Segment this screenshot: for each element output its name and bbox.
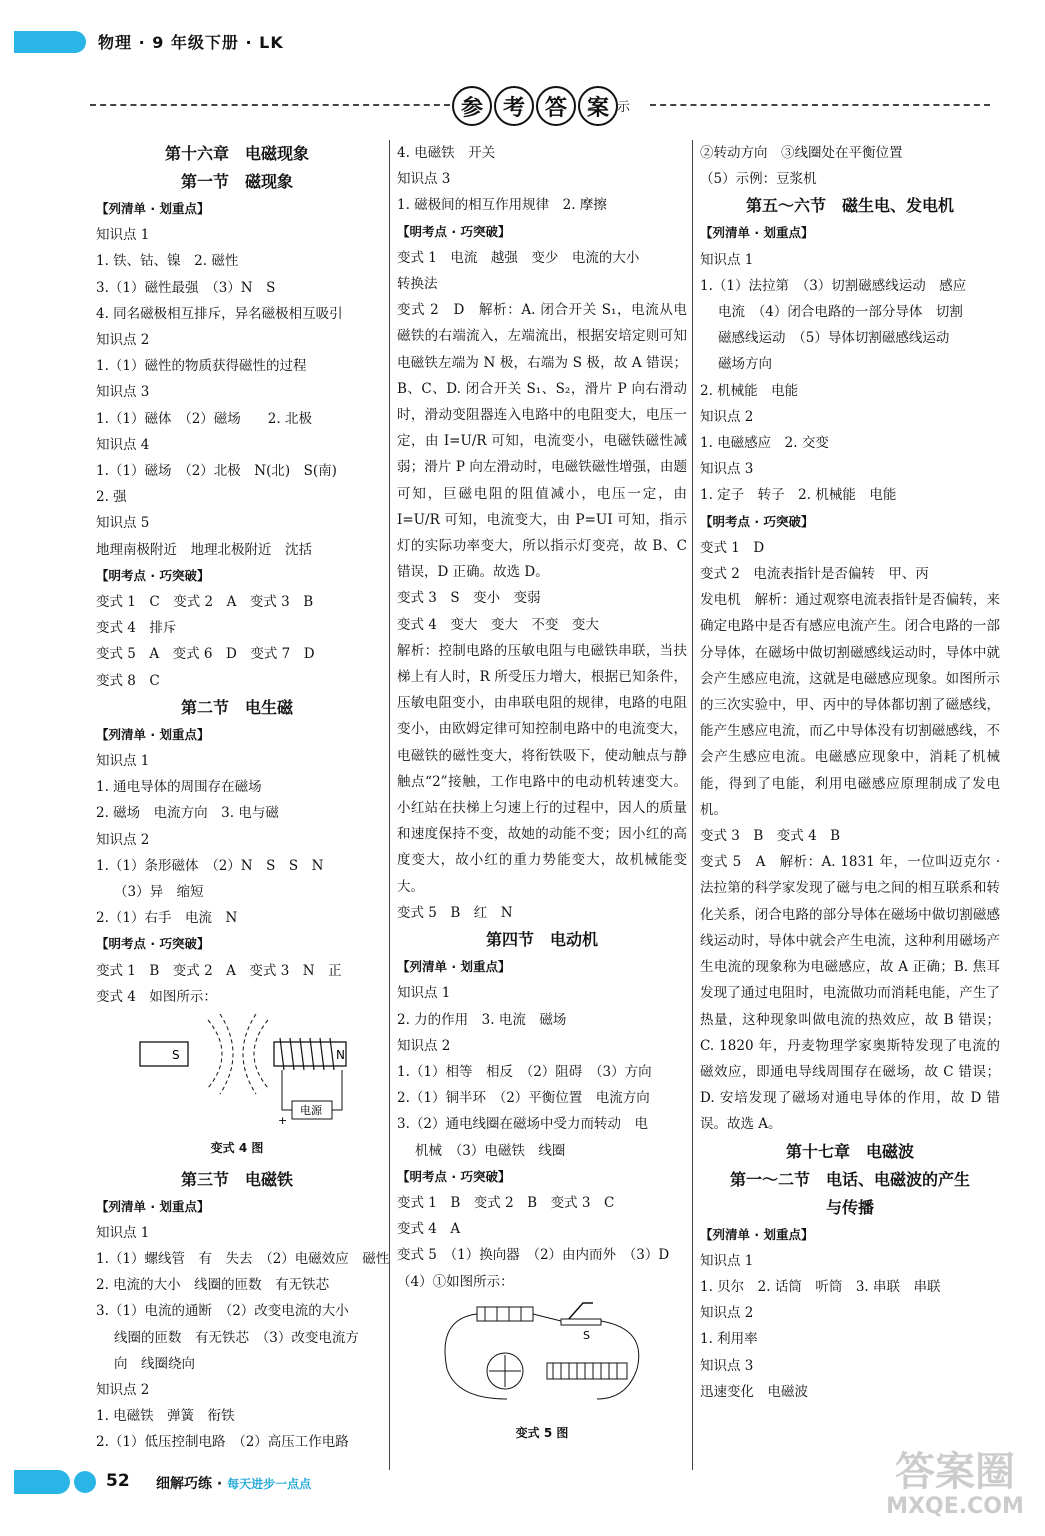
footer-slogan: 每天进步一点点 — [227, 1477, 312, 1491]
test-heading: 【明考点 · 巧突破】 — [397, 223, 511, 239]
knowledge-point: 知识点 2 — [397, 1037, 451, 1054]
knowledge-point: 知识点 1 — [96, 227, 150, 244]
answer-explanation: 解析：控制电路的压敏电阻与电磁铁串联，当扶梯上有人时，R 所受压力增大，根据已知条件，压敏电阻变小，由串联电阻的规律，电路的电阻变小，由欧姆定律可知控制电路中的电流变大，电磁铁的磁性变大，将衔铁吸下，使动触点与静触点“2”接触，工作电路中的电动机转速变大。小红站在扶梯上匀速上行的过程中，因人的质量和速度保持不变，故她的动能不变；因小红的高度变大，故小红的重力势能变大，故机械能变大。 — [397, 642, 687, 895]
answer-line: 变式 1 D — [700, 539, 765, 556]
knowledge-point: 知识点 5 — [96, 515, 150, 532]
answer-line: 1.（1）磁场 （2）北极 N(北) S(南) — [96, 463, 337, 480]
chapter-heading: 第十七章 电磁波 — [785, 1141, 914, 1161]
watermark-sub: MXQE.COM — [886, 1494, 1024, 1519]
switch-base — [561, 1319, 601, 1325]
answer-line: 变式 5 （1）换向器 （2）由内而外 （3）D — [397, 1247, 670, 1264]
answer-line: 2.（1）低压控制电路 （2）高压工作电路 — [96, 1434, 349, 1451]
answer-line: 变式 4 排斥 — [96, 620, 177, 637]
watermark-main: 答案圈 — [895, 1449, 1015, 1495]
answer-line: 2.（1）右手 电流 N — [96, 910, 238, 927]
title-dash-left — [90, 104, 450, 106]
column-divider — [389, 140, 390, 1470]
answer-line: 变式 3 B 变式 4 B — [700, 828, 841, 845]
knowledge-point: 知识点 4 — [96, 436, 150, 453]
section-heading: 第四节 电动机 — [485, 930, 598, 950]
knowledge-point: 知识点 2 — [96, 332, 150, 349]
switch-lever — [567, 1303, 593, 1321]
answer-line: 变式 1 B 变式 2 A 变式 3 N 正 — [96, 962, 342, 979]
motor-circuit-diagram — [397, 1299, 687, 1411]
answer-line: 3.（2）通电线圈在磁场中受力而转动 电 — [397, 1116, 648, 1133]
answer-line: 1. 贝尔 2. 话筒 听筒 3. 串联 串联 — [700, 1278, 941, 1295]
magnet-pole-s: S — [172, 1048, 180, 1063]
section-heading: 与传播 — [825, 1197, 874, 1217]
header-tab — [14, 31, 86, 53]
knowledge-point: 知识点 2 — [96, 831, 150, 848]
test-heading: 【明考点 · 巧突破】 — [96, 567, 210, 583]
answer-line: 1. 电磁铁 弹簧 衔铁 — [96, 1408, 235, 1425]
chapter-heading: 第十六章 电磁现象 — [164, 144, 309, 163]
figure-4 — [96, 1014, 378, 1161]
list-heading: 【列清单 · 划重点】 — [96, 201, 210, 216]
answer-line: 迅速变化 电磁波 — [700, 1383, 808, 1400]
knowledge-point: 知识点 3 — [700, 1357, 754, 1374]
answer-explanation: 发电机 解析：通过观察电流表指针是否偏转，来确定电路中是否有感应电流产生。闭合电路的一部分导体，在磁场中做切割磁感线运动时，导体中就会产生感应电流，这就是电磁感应现象。如图所示的三次实验中，甲、丙中的导体都切割了磁感线，能产生感应电流，而乙中导体没有切割磁感线，不会产生感应电流。电磁感应现象中，消耗了机械能，得到了电能，利用电磁感应原理制成了发电机。 — [700, 592, 1000, 818]
answer-column-2 — [397, 140, 687, 1450]
answer-line: （4）①如图所示： — [397, 1273, 514, 1290]
answer-line: 变式 1 C 变式 2 A 变式 3 B — [96, 594, 314, 611]
answer-line: 3.（1）磁性最强 （3）N S — [96, 279, 276, 296]
knowledge-point: 知识点 2 — [700, 408, 754, 425]
answer-line: 1.（1）磁性的物质获得磁性的过程 — [96, 358, 307, 375]
answer-title — [90, 86, 990, 126]
knowledge-point: 知识点 3 — [96, 384, 150, 401]
answer-line: （5）示例：豆浆机 — [700, 171, 817, 188]
title-char: 参 — [452, 86, 492, 126]
test-heading: 【明考点 · 巧突破】 — [700, 513, 814, 529]
positive-terminal: + — [278, 1114, 288, 1127]
answer-line: 1. 铁、钴、镍 2. 磁性 — [96, 253, 239, 270]
list-heading: 【列清单 · 划重点】 — [700, 1226, 814, 1242]
list-heading: 【列清单 · 划重点】 — [397, 959, 511, 975]
field-line — [254, 1020, 268, 1088]
answer-line: 1.（1）条形磁体 （2）N S S N — [96, 857, 324, 874]
answer-line: 1. 通电导体的周围存在磁场 — [96, 779, 262, 796]
circuit-wire — [445, 1314, 639, 1399]
rheostat — [547, 1363, 627, 1379]
knowledge-point: 知识点 3 — [700, 461, 754, 478]
title-dash-right — [650, 104, 990, 106]
footer-book: 细解巧练 · — [156, 1476, 228, 1492]
answer-line: 2. 力的作用 3. 电流 磁场 — [397, 1011, 567, 1028]
answer-line: 变式 3 S 变小 变弱 — [397, 590, 541, 607]
knowledge-point: 知识点 2 — [96, 1381, 150, 1398]
power-supply-label: 电源 — [300, 1104, 322, 1118]
answer-line: 1. 电磁感应 2. 交变 — [700, 435, 829, 452]
knowledge-point: 知识点 3 — [397, 171, 451, 188]
answer-line: ②转动方向 ③线圈处在平衡位置 — [700, 145, 903, 161]
answer-line: 2. 电流的大小 线圈的匝数 有无铁芯 — [96, 1277, 330, 1294]
footer-book-title — [156, 1473, 311, 1493]
answer-line: 1.（1）磁体 （2）磁场 2. 北极 — [96, 410, 312, 427]
answer-line: 3.（1）电流的通断 （2）改变电流的大小 — [96, 1303, 349, 1320]
coil-pole-n: N — [336, 1048, 345, 1063]
knowledge-point: 知识点 1 — [700, 251, 754, 268]
answer-line: 线圈的匝数 有无铁芯 （3）改变电流方 — [114, 1329, 359, 1346]
magnet-coil-diagram — [96, 1014, 378, 1126]
answer-explanation: 变式 5 A 解析：A. 1831 年，一位叫迈克尔 · 法拉第的科学家发现了磁与电之间的相互联系和转化关系，闭合电路的部分导体在磁场中做切割磁感线运动时，导体中就会产生电流，这种利用磁场产生电流的现象称为电磁感应，故 A 正确；B. 焦耳发现了通过电阻时，电流做功而消耗电能，产生了热量，这种现象叫做电流的热效应，故 B 错误；C. 1820 年，丹麦物理学家奥斯特发现了电流的磁效应，即通电导线周围存在磁场，故 C 错误；D. 安培发现了磁场对通电导体的作用，故 D 错误。故选 A。 — [700, 854, 1000, 1133]
field-line — [208, 1020, 222, 1088]
answer-line: 2. 磁场 电流方向 3. 电与磁 — [96, 805, 279, 822]
answer-line: 电流 （4）闭合电路的一部分导体 切割 — [718, 304, 963, 321]
answer-line: 1. 定子 转子 2. 机械能 电能 — [700, 487, 897, 504]
answer-column-1 — [96, 140, 390, 1456]
answer-line: 磁感线运动 （5）导体切割磁感线运动 — [718, 330, 950, 347]
answer-line: 变式 2 电流表指针是否偏转 甲、丙 — [700, 566, 929, 583]
answer-line: 1.（1）相等 相反 （2）阻碍 （3）方向 — [397, 1063, 652, 1080]
knowledge-point: 知识点 1 — [397, 985, 451, 1002]
figure-caption: 变式 4 图 — [210, 1141, 264, 1156]
answer-explanation: 变式 2 D 解析：A. 闭合开关 S₁，电流从电磁铁的右端流入，左端流出，根据安培定则可知电磁铁左端为 N 极，右端为 S 极，故 A 错误；B、C、D. 闭合开关 S₁、S₂，滑片 P 向右滑动时，滑动变阻器连入电路中的电阻变大，电压一定，由 I=U/R 可知，电流变小，电磁铁磁性减弱；滑片 P 向左滑动时，电磁铁磁性增强，由题可知，巨磁电阻的阻值减小，电压一定，由 I=U/R 可知，电流变大，由 P=UI 可知，指示灯的实际功率变大，所以指示灯变亮，故 B、C 错误，D 正确。故选 D。 — [397, 302, 687, 581]
answer-line: 变式 1 电流 越强 变少 电流的大小 — [397, 249, 640, 266]
knowledge-point: 知识点 1 — [96, 1224, 150, 1241]
title-char: 考 — [494, 86, 534, 126]
page-number: 52 — [106, 1471, 130, 1491]
answer-line: 1.（1）法拉第 （3）切割磁感线运动 感应 — [700, 277, 967, 294]
test-heading: 【明考点 · 巧突破】 — [397, 1168, 511, 1184]
answer-line: 变式 4 如图所示： — [96, 988, 217, 1005]
list-heading: 【列清单 · 划重点】 — [96, 1198, 210, 1214]
watermark-logo — [880, 1449, 1030, 1532]
column-divider — [692, 140, 693, 1470]
section-heading: 第三节 电磁铁 — [180, 1169, 293, 1189]
answer-line: 变式 5 B 红 N — [397, 904, 513, 921]
answer-line: 变式 5 A 变式 6 D 变式 7 D — [96, 646, 315, 663]
knowledge-point: 知识点 2 — [700, 1305, 754, 1322]
answer-line: 变式 8 C — [96, 672, 160, 689]
answer-line: 2. 强 — [96, 489, 127, 506]
answer-line: 变式 4 变大 变大 不变 变大 — [397, 616, 599, 633]
title-chars — [452, 86, 618, 126]
answer-line: 2. 机械能 电能 — [700, 382, 799, 399]
footer-tab — [14, 1470, 70, 1494]
knowledge-point: 知识点 1 — [700, 1252, 754, 1269]
section-heading: 第二节 电生磁 — [180, 697, 293, 717]
list-heading: 【列清单 · 划重点】 — [96, 726, 210, 742]
answer-line: 变式 4 A — [397, 1221, 461, 1238]
answer-line: 向 线圈绕向 — [114, 1355, 195, 1372]
figure-5 — [397, 1299, 687, 1446]
answer-line: 磁场方向 — [718, 356, 772, 373]
title-char: 案 — [578, 86, 618, 126]
answer-line: 1.（1）螺线管 有 失去 （2）电磁效应 磁性 — [96, 1250, 390, 1267]
section-heading: 第一节 磁现象 — [180, 172, 293, 191]
answer-line: 2.（1）铜半环 （2）平衡位置 电流方向 — [397, 1090, 650, 1107]
knowledge-point: 知识点 1 — [96, 753, 150, 770]
section-heading: 第一～二节 电话、电磁波的产生 — [729, 1169, 970, 1189]
answer-line: 4. 电磁铁 开关 — [397, 145, 496, 161]
footer-dot — [74, 1471, 96, 1493]
section-heading: 第五～六节 磁生电、发电机 — [745, 196, 954, 216]
answer-line: （3）异 缩短 — [114, 884, 204, 901]
header-subject: 物理 · 9 年级下册 · LK — [98, 33, 284, 52]
title-char: 答 — [536, 86, 576, 126]
answer-line: 1. 利用率 — [700, 1331, 758, 1348]
answer-column-3 — [700, 140, 1000, 1405]
answer-line: 1. 磁极间的相互作用规律 2. 摩擦 — [397, 197, 607, 214]
list-heading: 【列清单 · 划重点】 — [700, 225, 814, 241]
figure-caption: 变式 5 图 — [515, 1425, 569, 1440]
switch-label: S — [583, 1328, 590, 1342]
answer-line: 地理南极附近 地理北极附近 沈括 — [96, 541, 312, 558]
answer-line: 转换法 — [397, 276, 438, 293]
answer-line: 机械 （3）电磁铁 线圈 — [415, 1142, 566, 1159]
test-heading: 【明考点 · 巧突破】 — [96, 936, 210, 952]
bar-magnet — [140, 1042, 188, 1066]
answer-line: 4. 同名磁极相互排斥，异名磁极相互吸引 — [96, 305, 343, 322]
title-suffix: 示 — [617, 100, 631, 115]
answer-line: 变式 1 B 变式 2 B 变式 3 C — [397, 1194, 615, 1211]
